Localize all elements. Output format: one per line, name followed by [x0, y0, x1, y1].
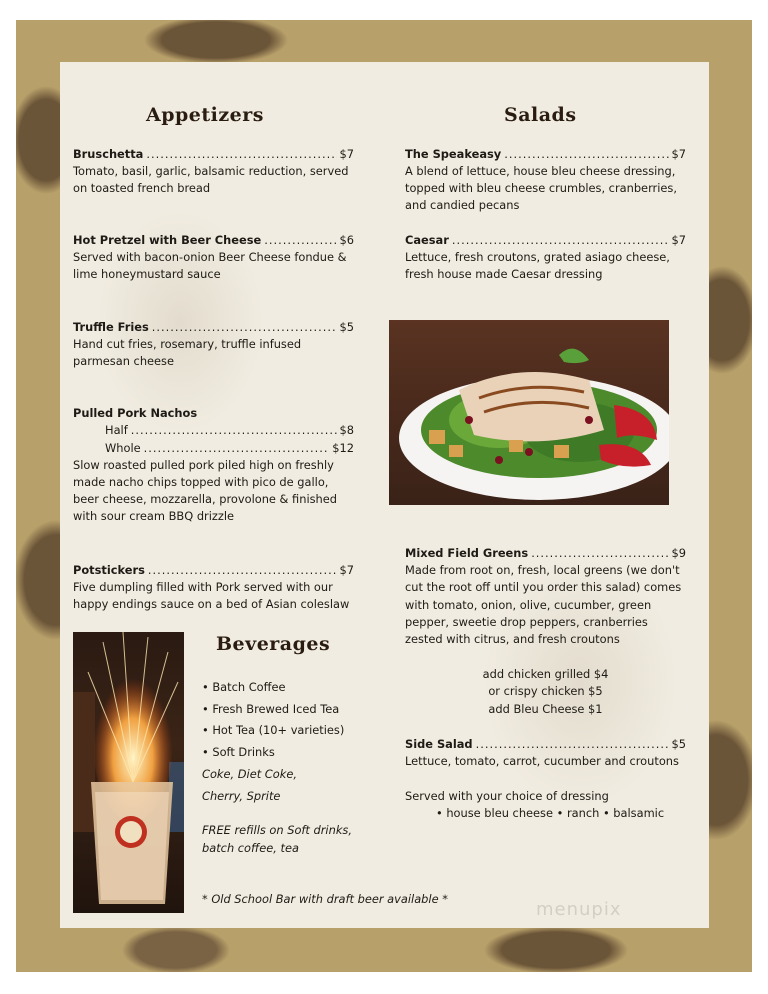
addon-item: or crispy chicken $5 — [488, 684, 603, 698]
item-name: The Speakeasy — [405, 147, 502, 161]
salads-heading: Salads — [504, 104, 577, 126]
item-desc: fresh house made Caesar dressing — [405, 267, 603, 281]
item-price: $6 — [339, 233, 354, 247]
item-desc: Five dumpling filled with Pork served with our — [73, 580, 333, 594]
item-desc: A blend of lettuce, house bleu cheese dressing, — [405, 164, 676, 178]
leader-dots — [148, 562, 337, 579]
item-desc: and candied pecans — [405, 198, 520, 212]
appetizers-heading: Appetizers — [146, 104, 264, 126]
item-name: Side Salad — [405, 737, 473, 751]
item-name: Caesar — [405, 233, 449, 247]
bruschetta-row — [73, 146, 354, 163]
bar-note: * Old School Bar with draft beer available * — [202, 892, 448, 906]
soft-drink-list: Coke, Diet Coke, — [202, 767, 297, 781]
item-desc: Lettuce, tomato, carrot, cucumber and croutons — [405, 754, 679, 768]
item-desc: zested with citrus, and fresh croutons — [405, 632, 620, 646]
caesar-row — [405, 232, 686, 249]
leader-dots — [504, 146, 668, 163]
item-name: Truffle Fries — [73, 320, 149, 334]
refill-note: FREE refills on Soft drinks, — [202, 823, 352, 837]
potstickers-row — [73, 562, 354, 579]
leader-dots — [531, 545, 668, 562]
item-desc: Hand cut fries, rosemary, truffle infused — [73, 337, 302, 351]
mixed-greens-row — [405, 545, 686, 562]
leader-dots — [131, 422, 337, 439]
fries-row — [73, 319, 354, 336]
size-label: Half — [105, 423, 128, 437]
item-desc: with sour cream BBQ drizzle — [73, 509, 235, 523]
item-price: $7 — [671, 147, 686, 161]
item-desc: beer cheese, mozzarella, provolone & finished — [73, 492, 338, 506]
item-price: $7 — [339, 563, 354, 577]
flame-glass-image — [73, 632, 184, 913]
item-desc: lime honeymustard sauce — [73, 267, 221, 281]
dressing-intro: Served with your choice of dressing — [405, 789, 609, 803]
flaming-drink-photo — [73, 632, 184, 913]
item-price: $8 — [339, 423, 354, 437]
item-name: Hot Pretzel with Beer Cheese — [73, 233, 262, 247]
item-desc: pepper, sweetie drop peppers, cranberries — [405, 615, 648, 629]
beverages-heading: Beverages — [216, 633, 331, 655]
item-desc: Lettuce, fresh croutons, grated asiago cheese, — [405, 250, 670, 264]
leader-dots — [476, 736, 669, 753]
beverage-item: • Batch Coffee — [202, 680, 286, 694]
item-price: $5 — [339, 320, 354, 334]
dressing-options: • house bleu cheese • ranch • balsamic — [436, 806, 665, 820]
item-name: Mixed Field Greens — [405, 546, 529, 560]
leader-dots — [264, 232, 336, 249]
leader-dots — [144, 440, 330, 457]
size-label: Whole — [105, 441, 141, 455]
leader-dots — [152, 319, 337, 336]
leader-dots — [452, 232, 669, 249]
watermark: menupix — [536, 899, 622, 920]
beverage-item: • Soft Drinks — [202, 745, 275, 759]
item-desc: cut the root off until you order this salad) comes — [405, 580, 682, 594]
item-desc: happy endings sauce on a bed of Asian coleslaw — [73, 597, 350, 611]
item-desc: topped with bleu cheese crumbles, cranberries, — [405, 181, 677, 195]
item-desc: Served with bacon-onion Beer Cheese fondue & — [73, 250, 347, 264]
item-price: $12 — [332, 441, 354, 455]
item-price: $7 — [339, 147, 354, 161]
addon-item: add chicken grilled $4 — [482, 667, 609, 681]
item-desc: Tomato, basil, garlic, balsamic reduction, served — [73, 164, 349, 178]
nachos-whole-row — [105, 440, 354, 457]
item-desc: on toasted french bread — [73, 181, 211, 195]
beverage-item: • Fresh Brewed Iced Tea — [202, 702, 340, 716]
salad-photo — [389, 320, 669, 505]
item-name: Bruschetta — [73, 147, 144, 161]
item-desc: parmesan cheese — [73, 354, 174, 368]
pretzel-row — [73, 232, 354, 249]
salad-plate-image — [389, 320, 669, 505]
item-desc: with tomato, onion, olive, cucumber, green — [405, 598, 652, 612]
item-desc: Slow roasted pulled pork piled high on freshly — [73, 458, 334, 472]
item-name: Pulled Pork Nachos — [73, 406, 198, 420]
refill-note: batch coffee, tea — [202, 841, 299, 855]
item-price: $7 — [671, 233, 686, 247]
addon-item: add Bleu Cheese $1 — [488, 702, 603, 716]
item-desc: Made from root on, fresh, local greens (we don't — [405, 563, 680, 577]
beverage-item: • Hot Tea (10+ varieties) — [202, 723, 345, 737]
speakeasy-row — [405, 146, 686, 163]
soft-drink-list: Cherry, Sprite — [202, 789, 281, 803]
item-desc: made nacho chips topped with pico de gallo, — [73, 475, 329, 489]
item-name: Potstickers — [73, 563, 145, 577]
leader-dots — [146, 146, 336, 163]
item-price: $9 — [671, 546, 686, 560]
item-price: $5 — [671, 737, 686, 751]
side-salad-row — [405, 736, 686, 753]
nachos-half-row — [105, 422, 354, 439]
